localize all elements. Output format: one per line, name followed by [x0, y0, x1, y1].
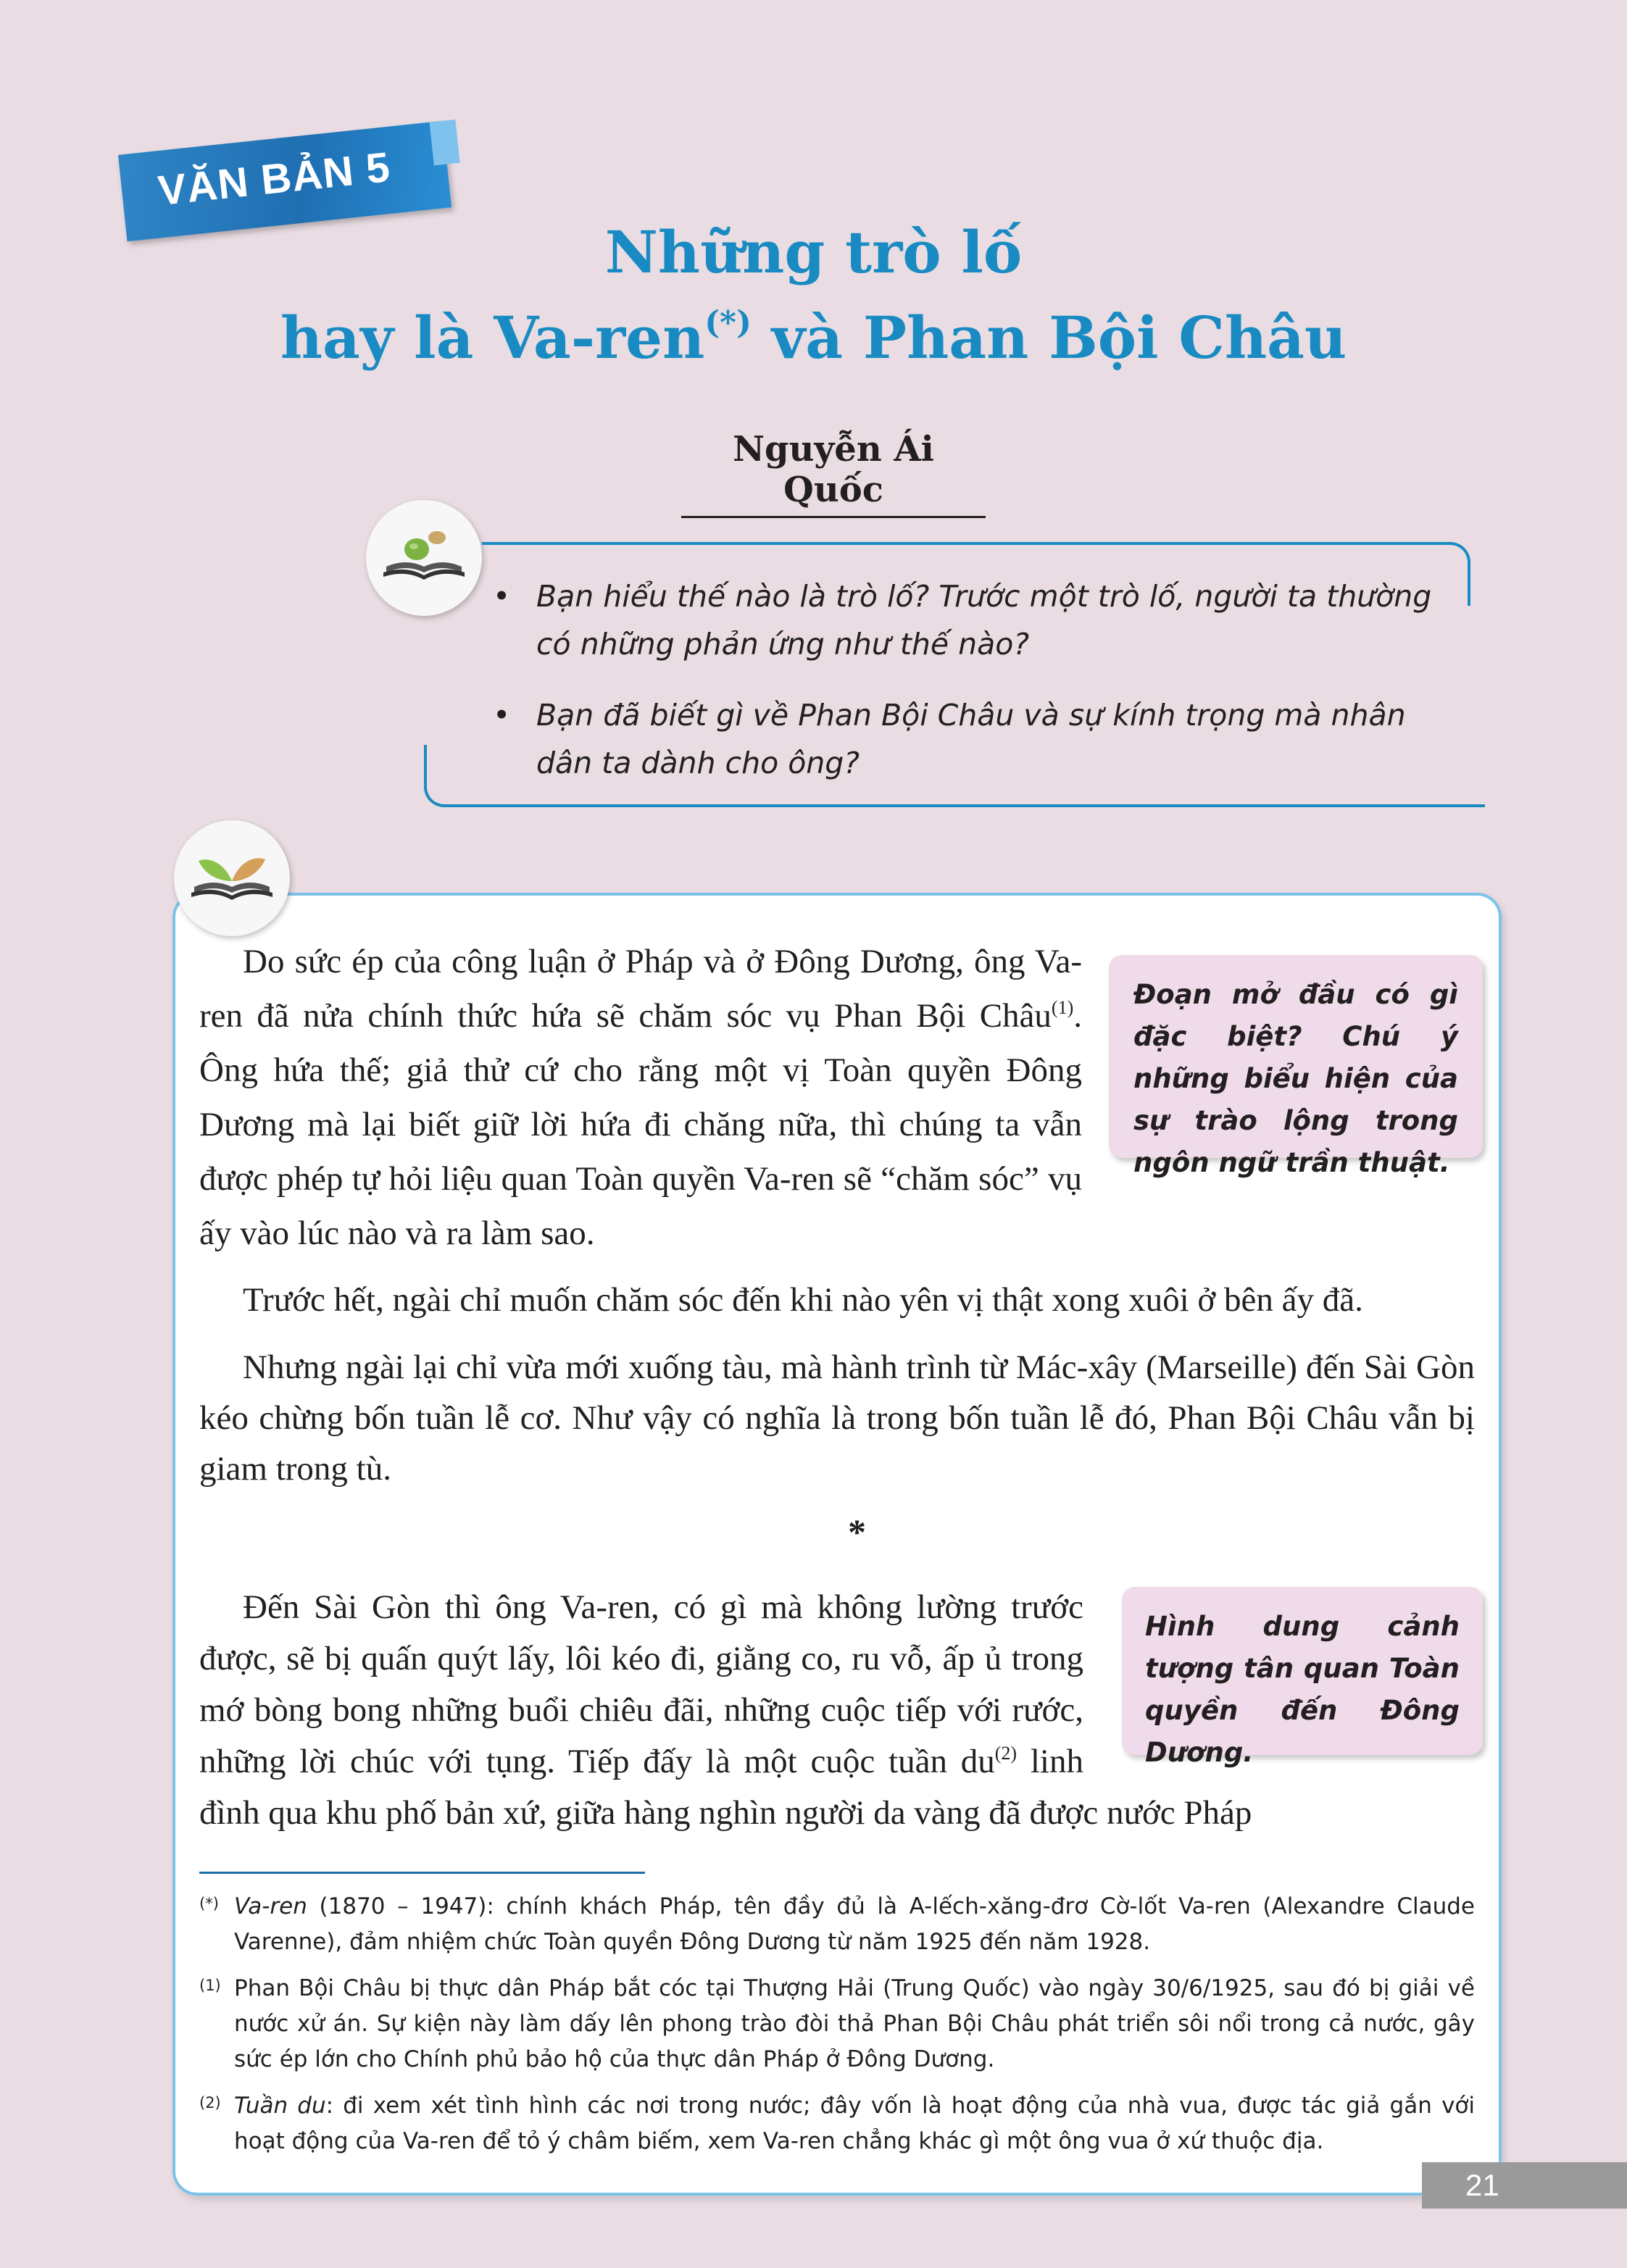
preparation-questions: [493, 572, 1464, 810]
page-number: 21: [1422, 2162, 1627, 2209]
footnote-ref-1: (1): [1051, 997, 1074, 1018]
question-item: • Bạn hiểu thế nào là trò lố? Trước một trò lố, người ta thường có những phản ứng như thế nào?: [493, 579, 1432, 662]
paragraph-1: Do sức ép của công luận ở Pháp và ở Đông Dương, ông Va-ren đã nửa chính thức hứa sẽ chăm sóc vụ Phan Bội Châu$^{(1)}$. Ông hứa thế; giả thử cứ cho rằng một vị Toàn quyền Đông Dương mà lại biết giữ lời hứa đi chăng nữa, thì chúng ta vẫn được phép tự hỏi liệu quan Toàn quyền Va-ren sẽ “chăm sóc” vụ ấy vào lúc nào và ra làm sao.: [199, 943, 1082, 1252]
title-line-2: [0, 304, 1627, 372]
section-separator: *: [848, 1512, 866, 1552]
footnote-star: (*) Va-ren (1870 – 1947): chính khách Pháp, tên đầy đủ là A-lếch-xăng-đrơ Cờ-lốt Va-ren (Alexandre Claude Varenne), đảm nhiệm chức Toàn quyền Đông Dương từ năm 1925 đến năm 1928.: [199, 1893, 1475, 1955]
paragraph-4: Đến Sài Gòn thì ông Va-ren, có gì mà không lường trước được, sẽ bị quấn quýt lấy, lôi kéo đi, giằng co, ru vỗ, ấp ủ trong mớ bòng bong những buổi chiêu đãi, những cuộc tiếp với rước, những lời chúc với tụng. Tiếp đấy là một cuộc tuần $du^{(2)}$ linh đình qua khu phố bản xứ, giữa hàng nghìn người da vàng đã được nước Pháp: [199, 1582, 1475, 1839]
footnote-divider: [199, 1872, 645, 1874]
title-line-1: Những trò lố: [604, 218, 1023, 286]
book-sprout-icon: [174, 820, 290, 936]
paragraph-3: Nhưng ngài lại chỉ vừa mới xuống tàu, mà hành trình từ Mác-xây (Marseille) đến Sài Gòn kéo chừng bốn tuần lễ cơ. Như vậy có nghĩa là trong bốn tuần lễ đó, Phan Bội Châu vẫn bị giam trong tù.: [199, 1348, 1475, 1488]
footnote-1: (1) Phan Bội Châu bị thực dân Pháp bắt cóc tại Thượng Hải (Trung Quốc) vào ngày 30/6/1925, sau đó bị giải về nước xử án. Sự kiện này làm dấy lên phong trào đòi thả Phan Bội Châu phát triển sôi nổi trong cả nước, gây sức ép lớn cho Chính phủ bảo hộ của thực dân Pháp ở Đông Dương.: [199, 1975, 1475, 2072]
paragraph-2: Trước hết, ngài chỉ muốn chăm sóc đến khi nào yên vị thật xong xuôi ở bên ấy đã.: [243, 1281, 1363, 1319]
title-footnote-mark: (*): [704, 304, 752, 341]
reading-icon: [174, 820, 290, 936]
side-note-2: Hình dung cảnh tượng tân quan Toàn quyền đến Đông Dương.: [1122, 1587, 1483, 1755]
author: Nguyễn Ái Quốc: [681, 429, 986, 518]
title-line-2-suffix: và Phan Bội Châu: [751, 304, 1347, 372]
section-label: VĂN BẢN 5: [156, 143, 393, 215]
tag-fold: [430, 120, 460, 165]
side-note-1: Đoạn mở đầu có gì đặc biệt? Chú ý những biểu hiện của sự trào lộng trong ngôn ngữ trần thuật.: [1109, 955, 1483, 1158]
footnote-2: (2) Tuần du: đi xem xét tình hình các nơi trong nước; đây vốn là hoạt động của nhà vua, được tác giả gắn với hoạt động của Va-ren để tỏ ý châm biếm, xem Va-ren chẳng khác gì một ông vua ở xứ thuộc địa.: [199, 2093, 1475, 2154]
footnote-ref-2: (2): [994, 1743, 1018, 1764]
question-item: • Bạn đã biết gì về Phan Bội Châu và sự kính trọng mà nhân dân ta dành cho ông?: [493, 698, 1406, 780]
title-line-2-prefix: hay là Va-ren: [280, 304, 705, 372]
